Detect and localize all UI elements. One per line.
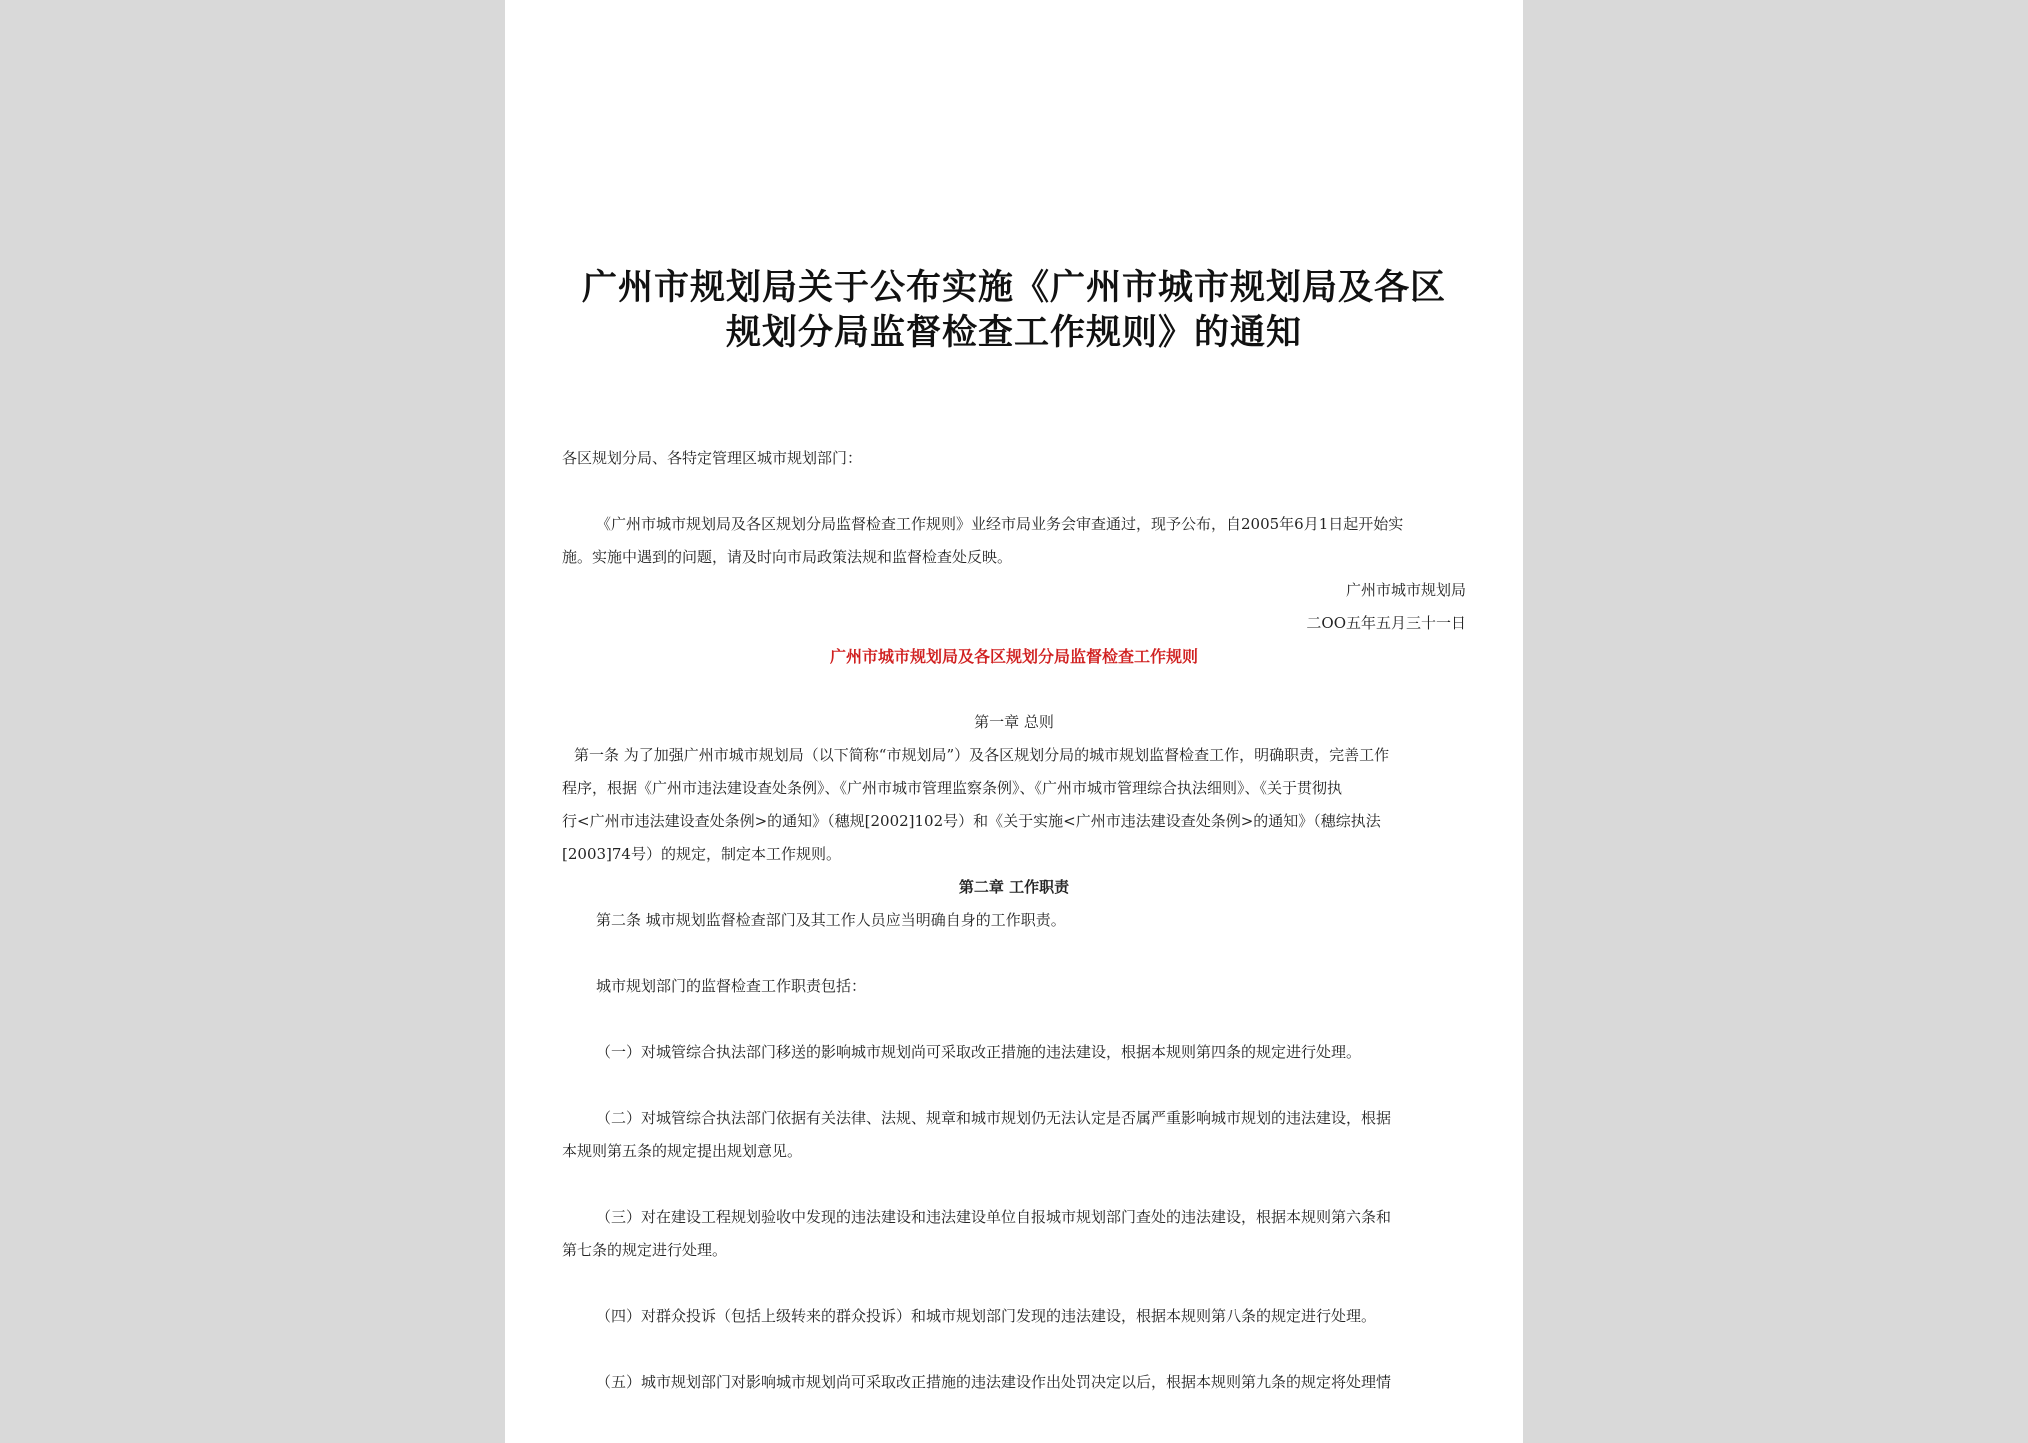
spacer xyxy=(562,355,1466,442)
duty-item-4: （四）对群众投诉（包括上级转来的群众投诉）和城市规划部门发现的违法建设，根据本规则第八条的规定进行处理。 xyxy=(596,1307,1377,1325)
spacer xyxy=(562,475,1466,508)
duty-item-2-line-2: 本规则第五条的规定提出规划意见。 xyxy=(562,1142,803,1160)
spacer xyxy=(562,673,1466,706)
spacer xyxy=(562,1267,1466,1300)
rules-title: 广州市城市规划局及各区规划分局监督检查工作规则 xyxy=(829,647,1198,666)
signature-org: 广州市城市规划局 xyxy=(1345,581,1466,599)
article-1-line-1: 第一条 为了加强广州市城市规划局（以下简称“市规划局”）及各区规划分局的城市规划监督检查工作，明确职责，完善工作 xyxy=(574,746,1390,764)
duty-item-3-line-2: 第七条的规定进行处理。 xyxy=(562,1241,728,1259)
duty-item-2-line-1: （二）对城管综合执法部门依据有关法律、法规、规章和城市规划仍无法认定是否属严重影响城市规划的违法建设，根据 xyxy=(596,1109,1392,1127)
document-page xyxy=(505,0,1523,1443)
chapter-2-heading: 第二章 工作职责 xyxy=(958,878,1070,896)
duty-item-5: （五）城市规划部门对影响城市规划尚可采取改正措施的违法建设作出处罚决定以后，根据本规则第九条的规定将处理情 xyxy=(596,1373,1392,1391)
chapter-1-heading: 第一章 总则 xyxy=(974,713,1054,731)
document-title xyxy=(562,265,1466,355)
duty-item-1: （一）对城管综合执法部门移送的影响城市规划尚可采取改正措施的违法建设，根据本规则第四条的规定进行处理。 xyxy=(596,1043,1362,1061)
spacer xyxy=(562,1333,1466,1366)
spacer xyxy=(562,937,1466,970)
title-line-2: 规划分局监督检查工作规则》的通知 xyxy=(725,312,1302,353)
article-1-line-2: 程序，根据《广州市违法建设查处条例》、《广州市城市管理监察条例》、《广州市城市管理综合执法细则》、《关于贯彻执 xyxy=(562,779,1343,797)
duties-intro: 城市规划部门的监督检查工作职责包括： xyxy=(596,977,867,995)
addressee: 各区规划分局、各特定管理区城市规划部门： xyxy=(562,449,863,467)
signature-date: 二OO五年五月三十一日 xyxy=(1306,614,1466,632)
duty-item-3-line-1: （三）对在建设工程规划验收中发现的违法建设和违法建设单位自报城市规划部门查处的违法建设，根据本规则第六条和 xyxy=(596,1208,1392,1226)
intro-line-1: 《广州市城市规划局及各区规划分局监督检查工作规则》业经市局业务会审查通过，现予公布，自2005年6月1日起开始实 xyxy=(596,515,1404,533)
intro-line-2: 施。实施中遇到的问题，请及时向市局政策法规和监督检查处反映。 xyxy=(562,548,1013,566)
spacer xyxy=(562,1069,1466,1102)
spacer xyxy=(562,1003,1466,1036)
document-content xyxy=(562,265,1466,1399)
title-line-1: 广州市规划局关于公布实施《广州市城市规划局及各区 xyxy=(581,267,1446,308)
article-2: 第二条 城市规划监督检查部门及其工作人员应当明确自身的工作职责。 xyxy=(596,911,1066,929)
article-1-line-4: [2003]74号）的规定，制定本工作规则。 xyxy=(562,845,841,863)
spacer xyxy=(562,1168,1466,1201)
article-1-line-3: 行<广州市违法建设查处条例>的通知》（穗规[2002]102号）和《关于实施<广州市违法建设查处条例>的通知》（穗综执法 xyxy=(562,812,1381,830)
